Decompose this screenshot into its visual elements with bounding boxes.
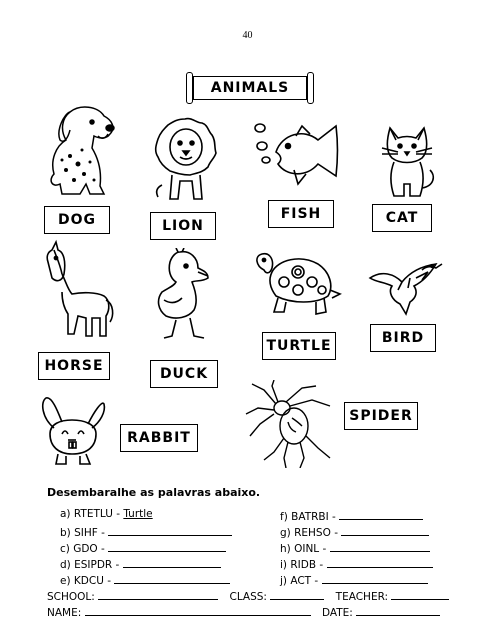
school-field[interactable]	[98, 588, 218, 600]
exercise-item-i: i) RIDB -	[280, 556, 433, 571]
name-field[interactable]	[85, 604, 311, 616]
label-turtle: TURTLE	[262, 332, 336, 360]
dog-illustration	[40, 100, 130, 200]
date-label: DATE:	[321, 607, 353, 619]
answer-line-e[interactable]	[114, 572, 230, 584]
label-spider: SPIDER	[344, 402, 418, 430]
cat-illustration	[372, 122, 442, 202]
answer-line-j[interactable]	[322, 572, 428, 584]
page-title: ANIMALS	[210, 80, 290, 96]
page-number: 40	[242, 30, 253, 41]
duck-illustration	[150, 248, 220, 346]
label-fish: FISH	[268, 200, 334, 228]
rabbit-illustration	[38, 394, 108, 468]
lion-illustration	[150, 115, 220, 207]
bird-illustration	[362, 258, 444, 318]
answer-line-b[interactable]	[108, 524, 232, 536]
label-cat: CAT	[372, 204, 432, 232]
teacher-label: TEACHER:	[335, 591, 389, 603]
class-field[interactable]	[270, 588, 324, 600]
exercise-item-c: c) GDO -	[60, 540, 226, 555]
teacher-field[interactable]	[391, 588, 449, 600]
date-field[interactable]	[356, 604, 440, 616]
answer-line-i[interactable]	[327, 556, 433, 568]
answer-line-d[interactable]	[123, 556, 221, 568]
answer-line-f[interactable]	[339, 508, 423, 520]
exercise-item-d: d) ESIPDR -	[60, 556, 221, 571]
exercise-item-b: b) SIHF -	[60, 524, 232, 539]
label-rabbit: RABBIT	[120, 424, 198, 452]
answer-line-c[interactable]	[108, 540, 226, 552]
label-bird: BIRD	[370, 324, 436, 352]
spider-illustration	[244, 380, 336, 468]
horse-illustration	[38, 238, 118, 342]
exercise-item-f: f) BATRBI -	[280, 508, 423, 523]
label-lion: LION	[150, 212, 216, 240]
exercise-item-a: a) RTETLU - Turtle	[60, 508, 153, 520]
class-label: CLASS:	[229, 591, 267, 603]
answer-line-h[interactable]	[330, 540, 430, 552]
label-horse: HORSE	[38, 352, 110, 380]
title-banner	[193, 76, 307, 100]
answer-a: Turtle	[123, 508, 153, 520]
name-label: NAME:	[47, 607, 82, 619]
turtle-illustration	[250, 250, 342, 326]
answer-line-g[interactable]	[341, 524, 429, 536]
fish-illustration	[252, 118, 344, 193]
label-duck: DUCK	[150, 360, 218, 388]
exercise-instruction: Desembaralhe as palavras abaixo.	[47, 486, 261, 499]
school-label: SCHOOL:	[47, 591, 95, 603]
exercise-item-g: g) REHSO -	[280, 524, 429, 539]
footer-row-1	[47, 588, 449, 603]
footer-row-2	[47, 604, 440, 619]
exercise-item-e: e) KDCU -	[60, 572, 230, 587]
exercise-item-h: h) OINL -	[280, 540, 430, 555]
exercise-item-j: j) ACT -	[280, 572, 428, 587]
label-dog: DOG	[44, 206, 110, 234]
